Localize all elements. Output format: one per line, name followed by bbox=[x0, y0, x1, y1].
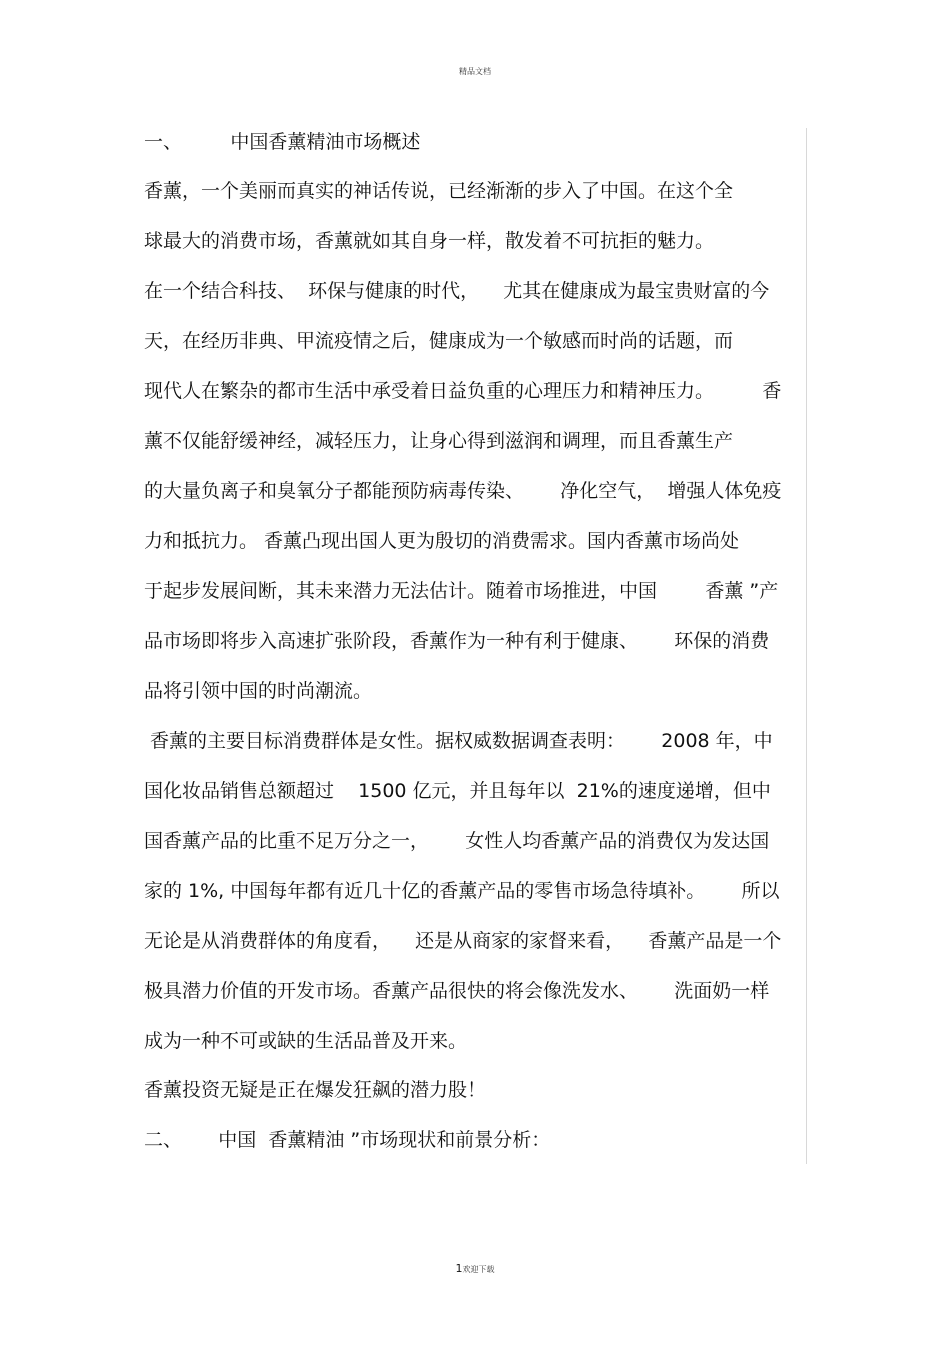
page-header: 精品文档 bbox=[459, 67, 491, 76]
text-line: 品市场即将步入高速扩张阶段，香薰作为一种有利于健康、 环保的消费 bbox=[144, 630, 770, 652]
text-line: 国香薰产品的比重不足万分之一， 女性人均香薰产品的消费仅为发达国 bbox=[144, 830, 770, 852]
page-footer bbox=[0, 1262, 950, 1275]
text-line: 香薰的主要目标消费群体是女性。据权威数据调查表明： 2008 年，中 bbox=[144, 730, 773, 752]
text-line: 家的 1%, 中国每年都有近几十亿的香薰产品的零售市场急待填补。 所以 bbox=[144, 880, 780, 902]
text-line: 力和抵抗力。 香薰凸现出国人更为殷切的消费需求。国内香薰市场尚处 bbox=[144, 530, 740, 552]
text-line: 品将引领中国的时尚潮流。 bbox=[144, 680, 373, 702]
text-line: 现代人在繁杂的都市生活中承受着日益负重的心理压力和精神压力。 香 bbox=[144, 380, 782, 402]
text-line: 香薰，一个美丽而真实的神话传说，已经渐渐的步入了中国。在这个全 bbox=[144, 180, 734, 202]
text-line: 成为一种不可或缺的生活品普及开来。 bbox=[144, 1030, 468, 1052]
text-line: 香薰投资无疑是正在爆发狂飙的潜力股！ bbox=[144, 1079, 487, 1101]
margin-rule bbox=[806, 128, 807, 1164]
section-heading-2: 二、 中国 香薰精油 ”市场现状和前景分析： bbox=[144, 1129, 551, 1151]
text-line: 于起步发展间断，其未来潜力无法估计。随着市场推进，中国 香薰 ”产 bbox=[144, 580, 779, 602]
text-line: 在一个结合科技、 环保与健康的时代， 尤其在健康成为最宝贵财富的今 bbox=[144, 280, 770, 302]
footer-text: 欢迎下载 bbox=[462, 1265, 495, 1274]
text-line: 天，在经历非典、甲流疫情之后，健康成为一个敏感而时尚的话题，而 bbox=[144, 330, 734, 352]
page-number: 1 bbox=[455, 1262, 463, 1275]
text-line: 薰不仅能舒缓神经，减轻压力，让身心得到滋润和调理，而且香薰生产 bbox=[144, 430, 734, 452]
text-line: 无论是从消费群体的角度看， 还是从商家的家督来看， 香薰产品是一个 bbox=[144, 930, 782, 952]
text-line: 的大量负离子和臭氧分子都能预防病毒传染、 净化空气， 增强人体免疫 bbox=[144, 480, 782, 502]
text-line: 极具潜力价值的开发市场。香薰产品很快的将会像洗发水、 洗面奶一样 bbox=[144, 980, 770, 1002]
text-line: 国化妆品销售总额超过 1500 亿元，并且每年以 21%的速度递增，但中 bbox=[144, 780, 771, 802]
text-line: 球最大的消费市场，香薰就如其自身一样，散发着不可抗拒的魅力。 bbox=[144, 230, 715, 252]
section-heading-1: 一、 中国香薰精油市场概述 bbox=[144, 131, 421, 153]
